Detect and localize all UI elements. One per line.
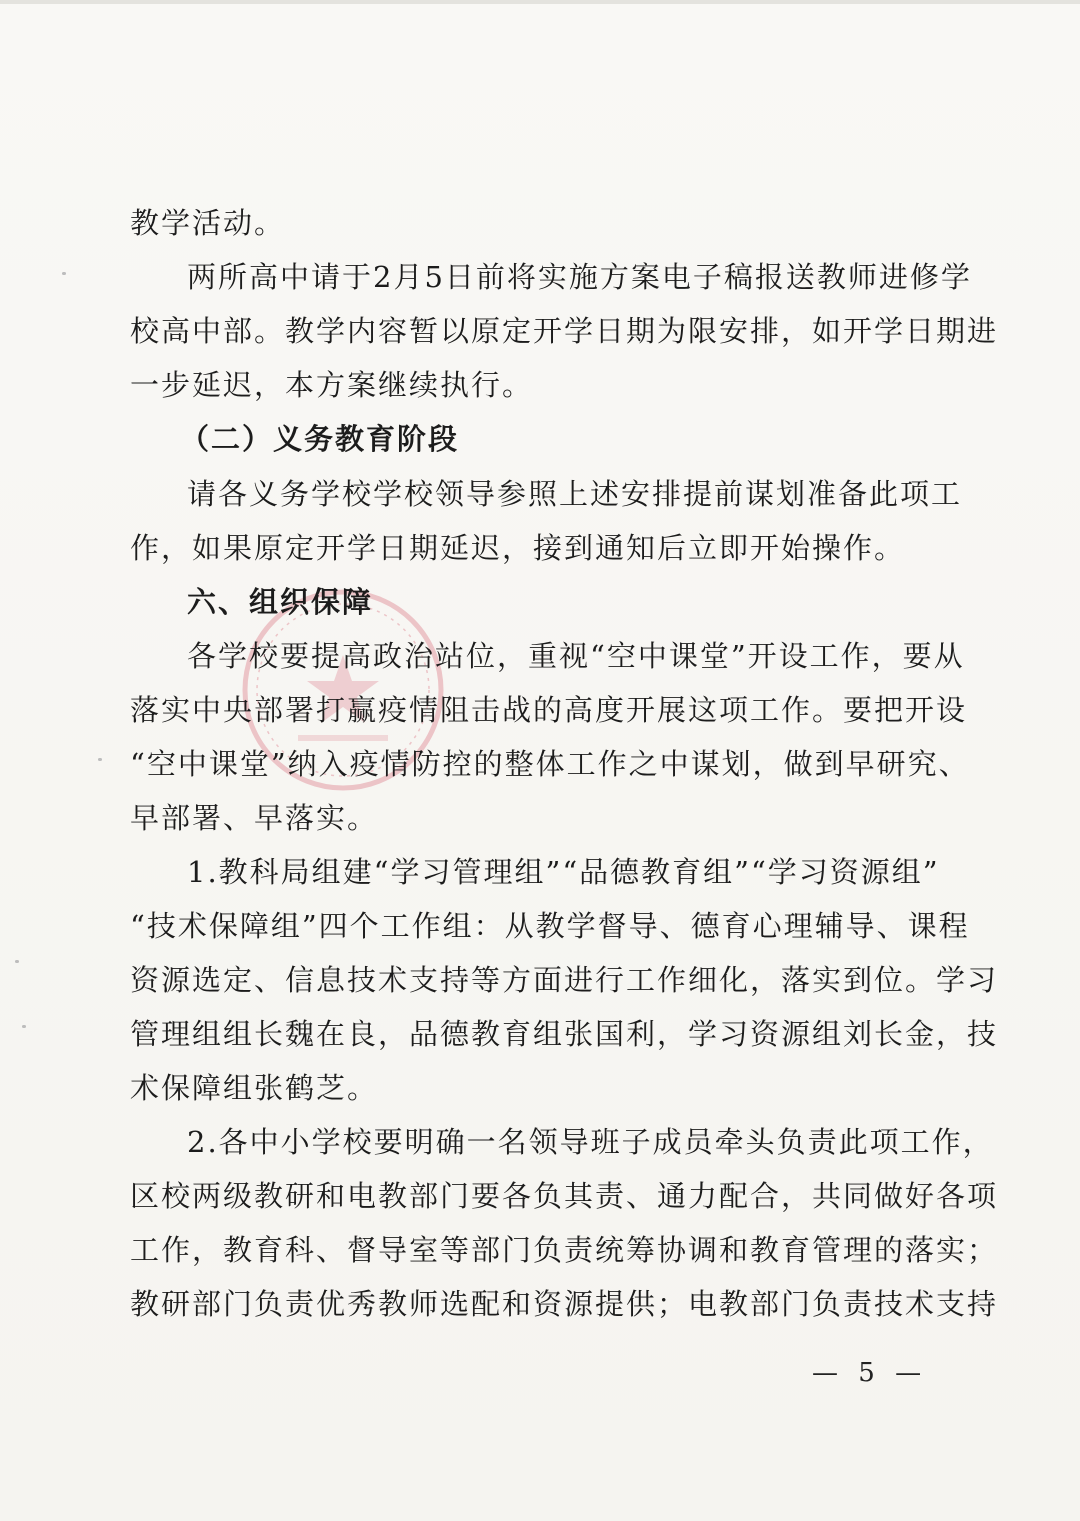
line-1: 教学活动。: [130, 206, 286, 240]
line-18: 2.各中小学校要明确一名领导班子成员牵头负责此项工作，: [187, 1125, 994, 1159]
section-heading-compulsory-education: （二）义务教育阶段: [180, 422, 460, 456]
line-16: 管理组组长魏在良，品德教育组张国利，学习资源组刘长金，技: [130, 1017, 999, 1051]
line-13: 1.教科局组建“学习管理组”“品德教育组”“学习资源组”: [187, 855, 940, 889]
scan-speck: [22, 1025, 26, 1028]
page-top-edge: [0, 0, 1080, 4]
page-number: — 5 —: [812, 1358, 928, 1388]
line-19: 区校两级教研和电教部门要各负其责、通力配合，共同做好各项: [130, 1179, 999, 1213]
line-7: 作，如果原定开学日期延迟，接到通知后立即开始操作。: [130, 531, 906, 565]
line-12: 早部署、早落实。: [130, 801, 379, 835]
scan-speck: [62, 272, 66, 275]
scan-speck: [98, 758, 102, 761]
line-4: 一步延迟，本方案继续执行。: [130, 368, 534, 402]
line-2: 两所高中请于2月5日前将实施方案电子稿报送教师进修学: [187, 260, 972, 294]
line-14: “技术保障组”四个工作组：从教学督导、德育心理辅导、课程: [130, 909, 970, 943]
line-11: “空中课堂”纳入疫情防控的整体工作之中谋划，做到早研究、: [130, 747, 970, 781]
line-6: 请各义务学校学校领导参照上述安排提前谋划准备此项工: [187, 477, 963, 511]
scan-speck: [15, 960, 19, 963]
line-10: 落实中央部署打赢疫情阻击战的高度开展这项工作。要把开设: [130, 693, 968, 727]
line-21: 教研部门负责优秀教师选配和资源提供；电教部门负责技术支持: [130, 1287, 999, 1321]
section-heading-organizational-guarantee: 六、组织保障: [187, 585, 374, 619]
line-20: 工作，教育科、督导室等部门负责统筹协调和教育管理的落实；: [130, 1233, 999, 1267]
line-17: 术保障组张鹤芝。: [130, 1071, 379, 1105]
line-9: 各学校要提高政治站位，重视“空中课堂”开设工作，要从: [187, 639, 965, 673]
line-3: 校高中部。教学内容暂以原定开学日期为限安排，如开学日期进: [130, 314, 999, 348]
line-15: 资源选定、信息技术支持等方面进行工作细化，落实到位。学习: [130, 963, 999, 997]
